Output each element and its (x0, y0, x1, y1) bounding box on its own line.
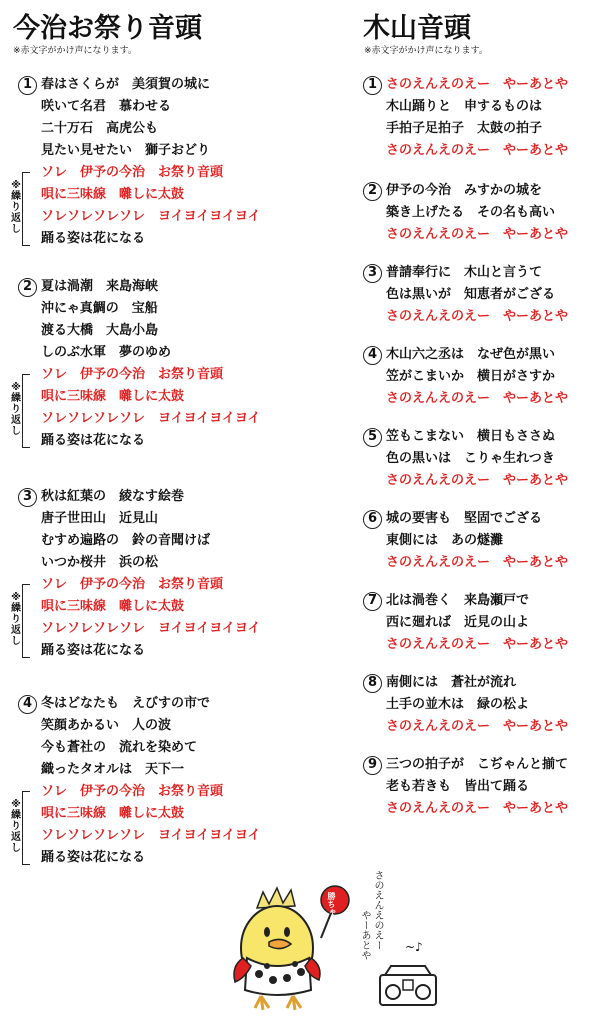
verse (363, 76, 598, 171)
chorus-line: ソレ 伊予の今治 お祭り音頭 (41, 784, 224, 799)
lyric-line: 普請奉行に 木山と言うて (386, 265, 543, 280)
lyric-line: 色の黒いは こりゃ生れつき (386, 451, 555, 466)
lyric-line: 今も蒼社の 流れを染めて (41, 740, 198, 755)
repeat-mark-char: し (11, 843, 21, 854)
verse-number: 4 (18, 695, 37, 714)
call-text-1: さのえんえのえー (372, 870, 383, 950)
chorus-line: さのえんえのえー やーあとや (386, 391, 569, 406)
repeat-mark-char: り (11, 202, 21, 213)
verse (363, 756, 598, 851)
verse (363, 428, 598, 523)
verse-number: 6 (363, 510, 382, 529)
verse (363, 510, 598, 605)
lyric-line: 色は黒いが 知恵者がござる (386, 287, 556, 302)
chorus-line: さのえんえのえー やーあとや (386, 309, 569, 324)
repeat-mark-char: 繰 (11, 810, 21, 821)
lyric-line: 笑顔あかるい 人の波 (41, 718, 172, 733)
lyric-line: 築き上げたる その名も高い (386, 205, 556, 220)
lyric-line: 手拍子足拍子 太鼓の拍子 (386, 121, 543, 136)
chorus-line: ソレ 伊予の今治 お祭り音頭 (41, 367, 224, 382)
chorus-line: 唄に三味線 囃しに太鼓 (41, 389, 185, 404)
lyric-line: 秋は紅葉の 綾なす絵巻 (41, 489, 185, 504)
chorus-line: ソレソレソレソレ ヨイヨイヨイヨイ (41, 828, 261, 843)
repeat-bracket (22, 374, 30, 448)
left-note: ※赤文字がかけ声になります。 (13, 46, 137, 56)
repeat-mark (9, 799, 23, 854)
lyric-line: 唐子世田山 近見山 (41, 511, 159, 526)
chorus-line: ソレ 伊予の今治 お祭り音頭 (41, 577, 224, 592)
verse (18, 695, 318, 875)
lyric-line: しのぶ水軍 夢のゆめ (41, 345, 172, 360)
chorus-line: ソレソレソレソレ ヨイヨイヨイヨイ (41, 411, 261, 426)
verse (363, 592, 598, 687)
verse-number: 5 (363, 428, 382, 447)
kiyama-ondo-title: 木山音頭 (363, 13, 471, 44)
chorus-line: さのえんえのえー やーあとや (386, 143, 569, 158)
verse (363, 346, 598, 441)
lyric-line: 西に廻れば 近見の山よ (386, 615, 530, 630)
lyric-line: 老も若きも 皆出て踊る (386, 779, 530, 794)
lyric-line: 春はさくらが 美須賀の城に (41, 77, 211, 92)
lyric-line: 織ったタオルは 天下一 (41, 762, 185, 777)
chorus-line: さのえんえのえー やーあとや (386, 77, 569, 92)
repeat-mark-char: 返 (11, 832, 21, 843)
lyric-line: 二十万石 高虎公も (41, 121, 159, 136)
chorus-line: 唄に三味線 囃しに太鼓 (41, 187, 185, 202)
verse-number: 4 (363, 346, 382, 365)
repeat-bracket (22, 172, 30, 246)
chorus-line: さのえんえのえー やーあとや (386, 637, 569, 652)
lyric-line: 北は渦巻く 来島瀬戸で (386, 593, 530, 608)
lyric-line: 渡る大橋 大島小島 (41, 323, 159, 338)
verse-number: 3 (363, 264, 382, 283)
repeat-mark-char: 返 (11, 415, 21, 426)
chorus-line: ソレソレソレソレ ヨイヨイヨイヨイ (41, 621, 261, 636)
lyric-line: 咲いて名君 慕わせる (41, 99, 172, 114)
lyric-line: 冬はどなたも えびすの市で (41, 696, 211, 711)
lyric-line: 夏は渦潮 来島海峡 (41, 279, 159, 294)
repeat-mark-char: ※ (11, 592, 21, 603)
lyric-line: 笠もこまない 横日もささぬ (386, 429, 556, 444)
repeat-mark-char: し (11, 224, 21, 235)
verse-number: 8 (363, 674, 382, 693)
verse-number: 1 (18, 76, 37, 95)
lyric-line: 東側には あの燧灘 (386, 533, 504, 548)
repeat-mark-char: 返 (11, 213, 21, 224)
chorus-line: さのえんえのえー やーあとや (386, 801, 569, 816)
chorus-line: 唄に三味線 囃しに太鼓 (41, 806, 185, 821)
repeat-bracket (22, 584, 30, 658)
chorus-line: さのえんえのえー やーあとや (386, 555, 569, 570)
chorus-line: さのえんえのえー やーあとや (386, 719, 569, 734)
repeat-mark (9, 382, 23, 437)
repeat-mark-char: 繰 (11, 191, 21, 202)
lyric-line: いつか桜井 浜の松 (41, 555, 159, 570)
chorus-line: ソレソレソレソレ ヨイヨイヨイヨイ (41, 209, 261, 224)
verse (363, 264, 598, 359)
repeat-mark-char: し (11, 426, 21, 437)
chorus-line: ソレ 伊予の今治 お祭り音頭 (41, 165, 224, 180)
repeat-mark-char: り (11, 821, 21, 832)
verse (18, 488, 318, 668)
repeat-mark-char: し (11, 636, 21, 647)
chorus-line: さのえんえのえー やーあとや (386, 473, 569, 488)
right-note: ※赤文字がかけ声になります。 (364, 46, 488, 56)
repeat-mark (9, 180, 23, 235)
repeat-mark-char: 繰 (11, 393, 21, 404)
verse (18, 76, 318, 256)
closing-line: 踊る姿は花になる (41, 643, 146, 658)
lyric-line: 木山踊りと 申するものは (386, 99, 543, 114)
repeat-mark (9, 592, 23, 647)
verse-number: 3 (18, 488, 37, 507)
music-notes: ~♪ (405, 940, 423, 954)
verse-number: 7 (363, 592, 382, 611)
imabari-ondo-title: 今治お祭り音頭 (13, 13, 202, 44)
lyric-line: 城の要害も 堅固でござる (386, 511, 543, 526)
chorus-line: 唄に三味線 囃しに太鼓 (41, 599, 185, 614)
verse-number: 9 (363, 756, 382, 775)
verse (363, 182, 598, 277)
repeat-mark-char: ※ (11, 799, 21, 810)
closing-line: 踊る姿は花になる (41, 850, 146, 865)
verse-number: 2 (18, 278, 37, 297)
chorus-line: さのえんえのえー やーあとや (386, 227, 569, 242)
lyric-line: 三つの拍子が こぢゃんと揃て (386, 757, 569, 772)
fan-text: 勝ちゃん (327, 892, 336, 924)
repeat-mark-char: り (11, 614, 21, 625)
call-text-2: やーあとや (359, 910, 370, 960)
repeat-mark-char: ※ (11, 180, 21, 191)
lyric-line: 笠がこまいか 横日がさすか (386, 369, 556, 384)
lyric-line: 木山六之丞は なぜ色が黒い (386, 347, 556, 362)
closing-line: 踊る姿は花になる (41, 433, 146, 448)
lyric-line: むすめ遍路の 鈴の音聞けば (41, 533, 211, 548)
verse-number: 1 (363, 76, 382, 95)
mascot-illustration (225, 870, 455, 1024)
repeat-mark-char: ※ (11, 382, 21, 393)
repeat-bracket (22, 791, 30, 865)
verse (18, 278, 318, 458)
verse (363, 674, 598, 769)
lyric-line: 南側には 蒼社が流れ (386, 675, 517, 690)
lyric-line: 土手の並木は 緑の松よ (386, 697, 530, 712)
lyric-line: 見たい見せたい 獅子おどり (41, 143, 211, 158)
closing-line: 踊る姿は花になる (41, 231, 146, 246)
repeat-mark-char: 繰 (11, 603, 21, 614)
repeat-mark-char: 返 (11, 625, 21, 636)
lyric-line: 伊予の今治 みすかの城を (386, 183, 543, 198)
verse-number: 2 (363, 182, 382, 201)
lyric-line: 沖にゃ真鯛の 宝船 (41, 301, 158, 316)
repeat-mark-char: り (11, 404, 21, 415)
